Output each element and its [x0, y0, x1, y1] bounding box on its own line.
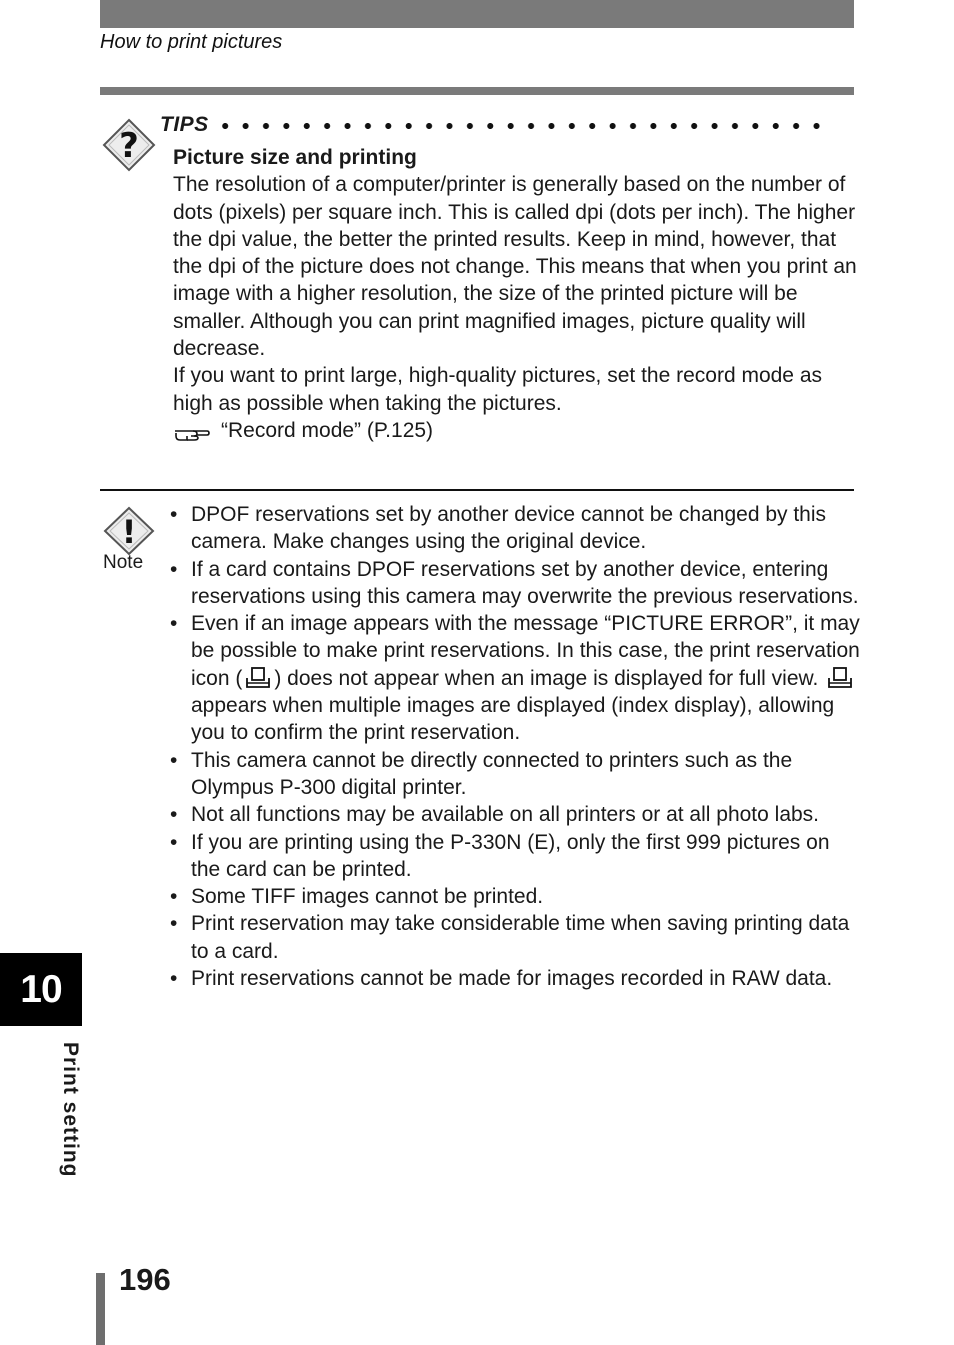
list-item: • Some TIFF images cannot be printed.: [170, 883, 860, 910]
list-item: • DPOF reservations set by another device cannot be changed by this camera. Make changes using the original device.: [170, 501, 860, 556]
tips-paragraph: If you want to print large, high-quality pictures, set the record mode as high as possible when taking the pictures.: [173, 364, 823, 415]
list-item: • If you are printing using the P-330N (E), only the first 999 pictures on the card can be printed.: [170, 829, 860, 884]
reference-link[interactable]: “Record mode” (P.125): [221, 418, 434, 442]
section-title: How to print pictures: [100, 31, 283, 53]
tips-label: TIPS: [160, 113, 209, 136]
page-number-bar: [96, 1273, 105, 1345]
list-item: [170, 610, 860, 746]
list-item: • If a card contains DPOF reservations set by another device, entering reservations using this camera may overwrite the previous reservations.: [170, 556, 860, 611]
chapter-tab: 10: [0, 953, 82, 1026]
exclamation-diamond-icon: [102, 506, 156, 556]
tips-paragraph: The resolution of a computer/printer is generally based on the number of dots (pixels) per square inch. This is called dpi (dots per inch). The higher the dpi value, the better the printed results. Keep in mind, however, that the dpi of the picture does not change. This means that when you print an image with a higher resolution, the size of the printed picture will be smaller. Although you can print magnified images, picture quality will decrease.: [173, 173, 857, 361]
page-number: 196: [119, 1262, 171, 1297]
list-item: • This camera cannot be directly connected to printers such as the Olympus P-300 digital printer.: [170, 747, 860, 802]
list-item-text: ) does not appear when an image is displayed for full view.: [274, 666, 819, 690]
list-item-text: appears when multiple images are displayed (index display), allowing you to confirm the print reservation.: [191, 694, 835, 745]
list-item: • Print reservation may take considerable time when saving printing data to a card.: [170, 910, 860, 965]
list-item-text: Even if an image appears with the message “PICTURE ERROR”, it may be possible to make print reservations. In this case, the print reservation icon (: [191, 612, 860, 690]
list-item: • Print reservations cannot be made for images recorded in RAW data.: [170, 965, 860, 992]
reference-line: [173, 417, 863, 444]
question-diamond-icon: [102, 118, 156, 172]
tips-dotted-rule: [215, 122, 827, 130]
print-reservation-icon: [827, 666, 853, 690]
pointing-hand-icon: [173, 424, 211, 442]
svg-text:?: ?: [119, 126, 139, 166]
note-rule: [100, 489, 854, 491]
note-list: [170, 501, 860, 992]
header-bar: [100, 0, 854, 28]
list-item: • Not all functions may be available on all printers or at all photo labs.: [170, 801, 860, 828]
header-rule: [100, 87, 854, 95]
tips-heading: Picture size and printing: [173, 146, 417, 169]
chapter-name: Print setting: [59, 1042, 82, 1178]
svg-text:!: !: [121, 513, 137, 551]
print-reservation-icon: [245, 666, 271, 690]
tips-content: [173, 144, 863, 444]
note-label: Note: [103, 552, 144, 573]
